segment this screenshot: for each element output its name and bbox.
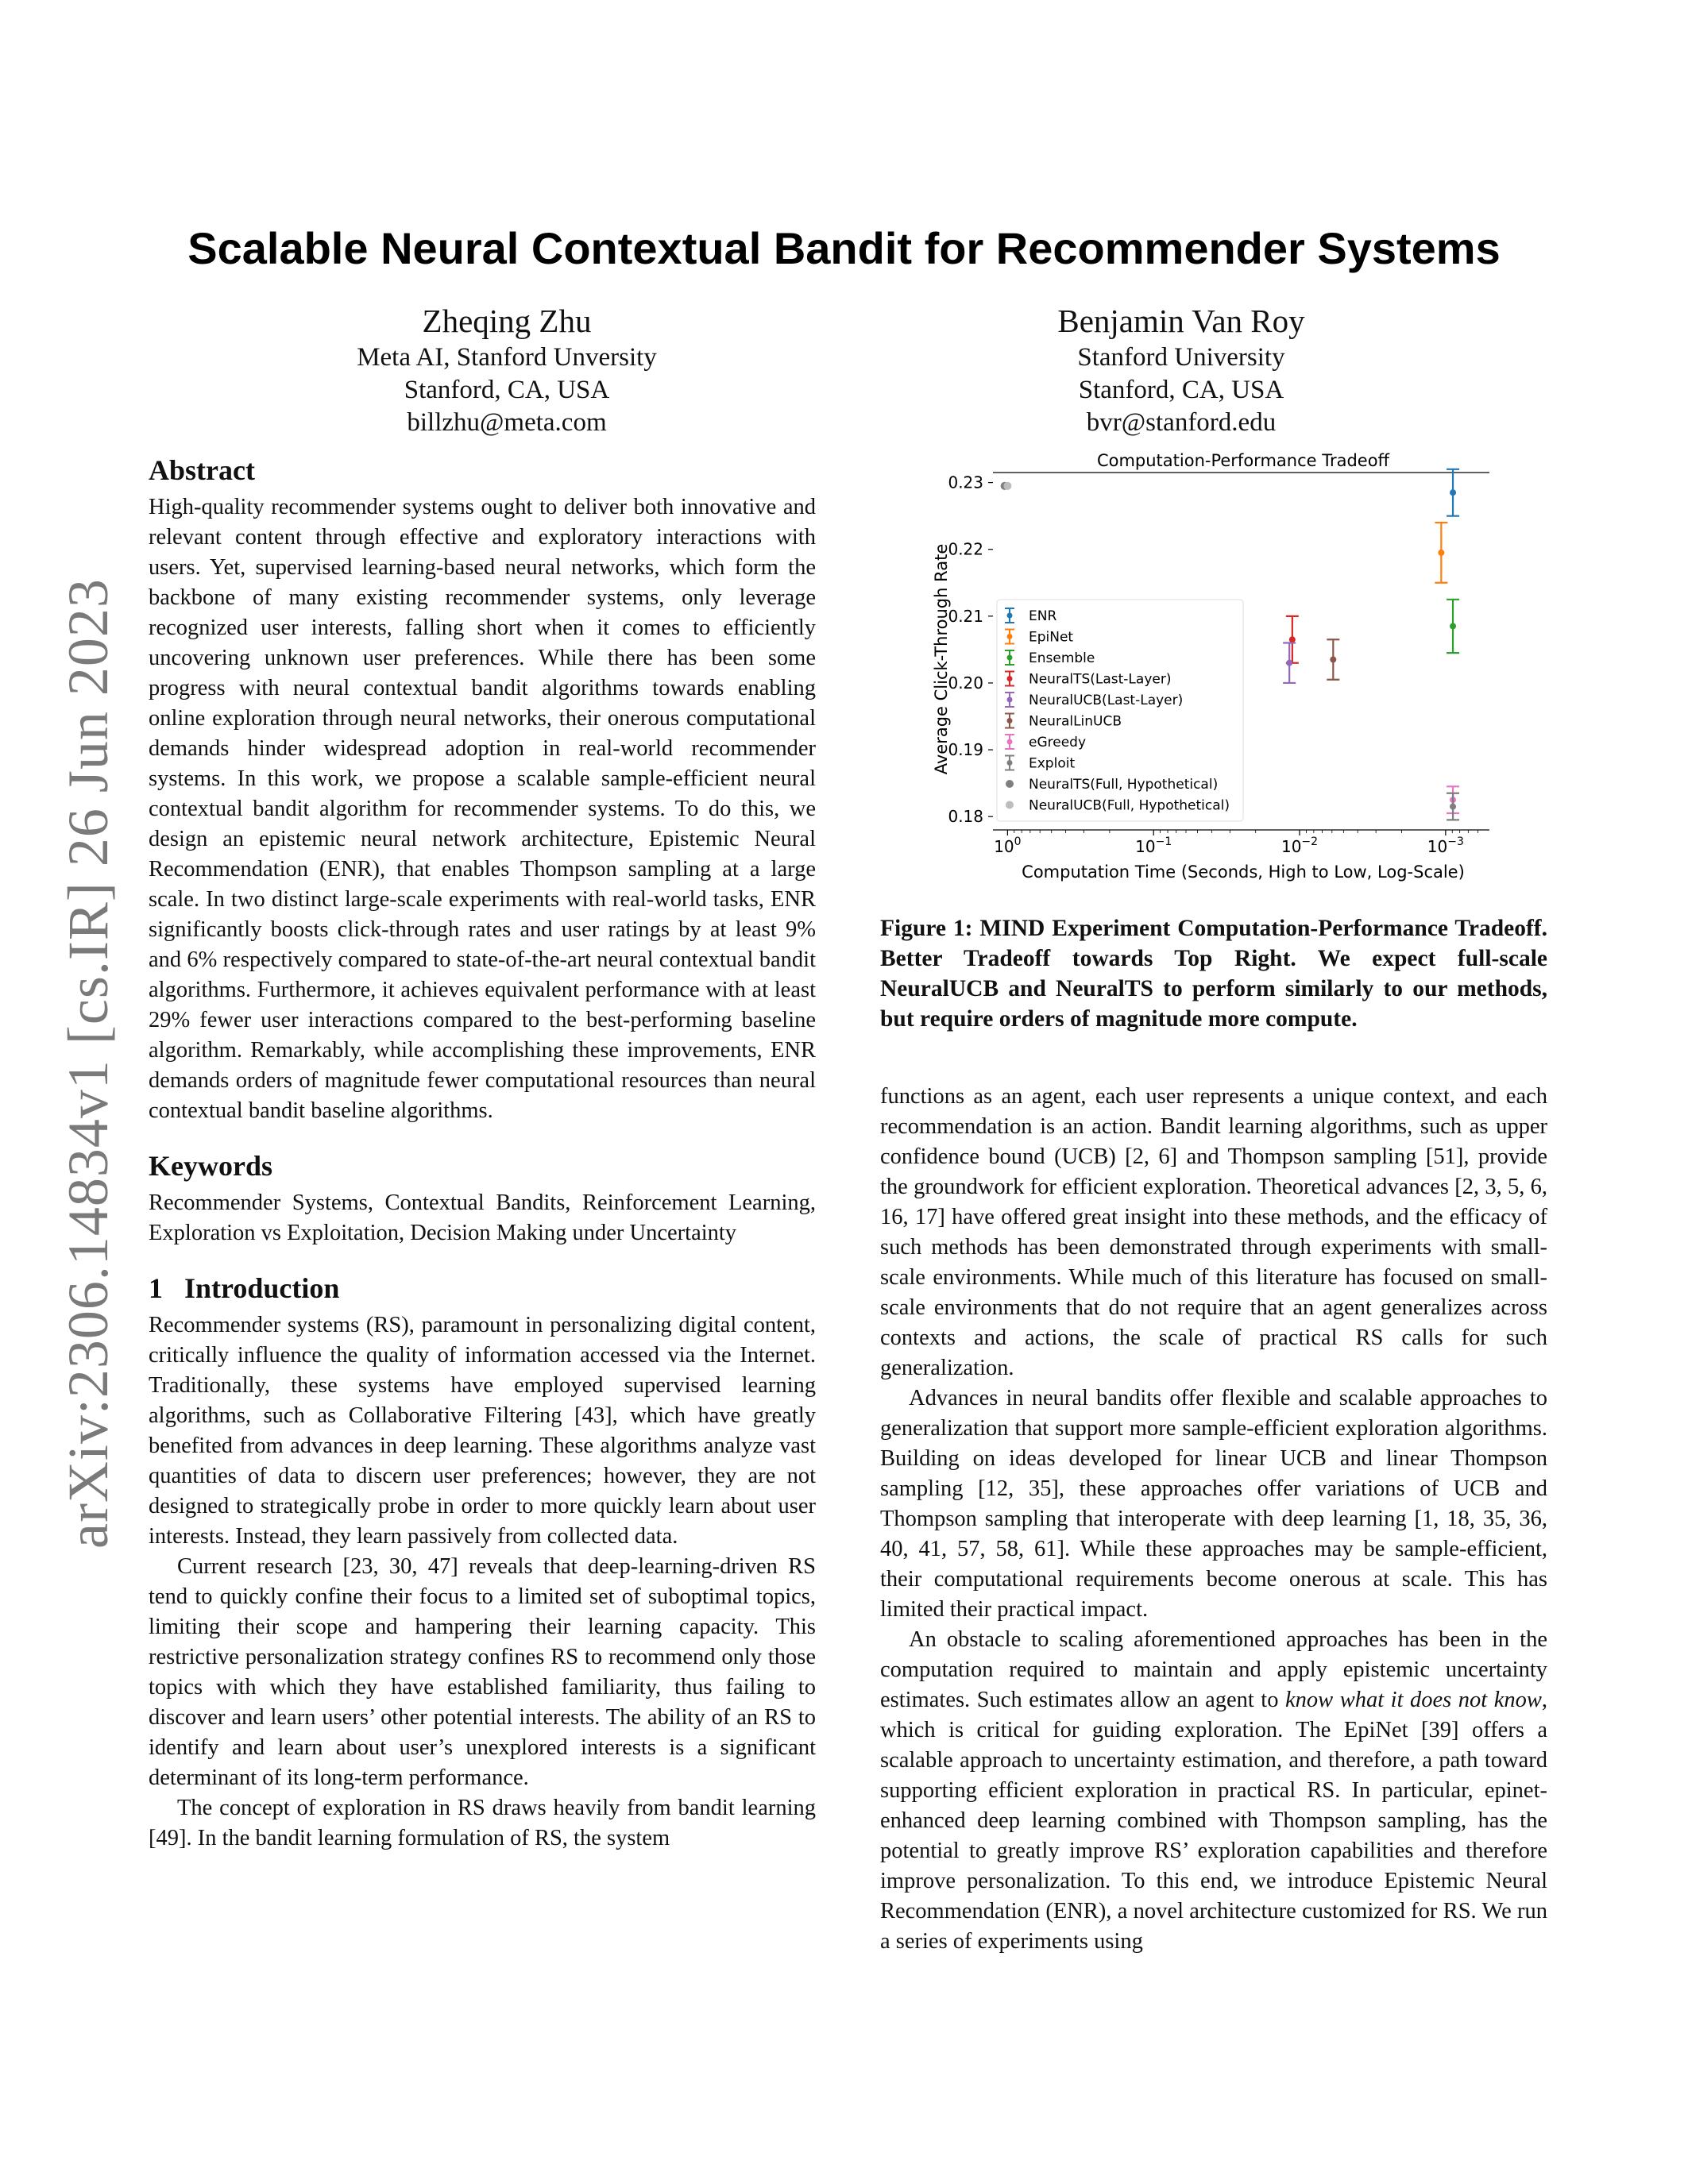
right-column bbox=[880, 1082, 1547, 1957]
legend-label: eGreedy bbox=[1029, 735, 1087, 751]
y-tick-label: 0.21 bbox=[948, 606, 983, 626]
author-affiliation: Stanford University bbox=[1077, 343, 1285, 372]
legend-swatch-dot bbox=[1007, 655, 1013, 661]
legend-label: EpiNet bbox=[1029, 629, 1074, 646]
paper-title: Scalable Neural Contextual Bandit for Recommender Systems bbox=[187, 223, 1501, 273]
keywords-heading: Keywords bbox=[149, 1150, 272, 1182]
point-NeuralTS(Last-Layer) bbox=[1289, 636, 1296, 642]
right-paragraph-2: Advances in neural bandits offer flexible and scalable approaches to generalization that support more sample-efficient exploration algorithms. Building on ideas developed for linear UCB and linear Thompson sampling [12, 35], these approaches offer variations of UCB and Thompson sampling that interoperate with deep learning [1, 18, 35, 36, 40, 41, 57, 58, 61]. While these approaches may be sample-efficient, their computational requirements become onerous at scale. This has limited their practical impact. bbox=[880, 1386, 1547, 1622]
legend-label: NeuralUCB(Full, Hypothetical) bbox=[1029, 797, 1230, 814]
y-tick-label: 0.22 bbox=[948, 539, 983, 559]
abstract-heading: Abstract bbox=[149, 454, 255, 486]
intro-heading: 1 Introduction bbox=[149, 1272, 340, 1304]
keywords-text: Recommender Systems, Contextual Bandits, Reinforcement Learning, Exploration vs Exploitation, Decision Making under Uncertainty bbox=[149, 1190, 816, 1245]
y-tick-label: 0.20 bbox=[948, 673, 983, 693]
right-paragraph-3 bbox=[880, 1625, 1547, 1957]
legend-swatch-dot bbox=[1006, 780, 1014, 788]
figure-caption: Figure 1: MIND Experiment Computation-Performance Tradeoff. Better Tradeoff towards Top Right. We expect full-scale NeuralUCB and NeuralTS to perform similarly to our methods, but require orders of magnitude more compute. bbox=[880, 916, 1547, 1032]
arxiv-identifier: arXiv:2306.14834v1 [cs.IR] 26 Jun 2023 bbox=[56, 578, 120, 1549]
x-tick-label: $10^0$ bbox=[994, 835, 1022, 856]
right-paragraph-3-em: know what it does not know bbox=[1285, 1688, 1542, 1712]
author-email: billzhu@meta.com bbox=[407, 408, 607, 437]
point-ENR bbox=[1450, 489, 1456, 496]
right-paragraph-1: functions as an agent, each user represents a unique context, and each recommendation is an action. Bandit learning algorithms, such as upper confidence bound (UCB) [2, 6] and Thompson sampling [51], provide the groundwork for efficient exploration. Theoretical advances [2, 3, 5, 6, 16, 17] have offered great insight into these methods, and the efficacy of such methods has been demonstrated through experiments with small-scale environments. While much of this literature has focused on small-scale environments that do not require that an agent generalizes across contexts and actions, the scale of practical RS calls for such generalization. bbox=[880, 1084, 1547, 1380]
x-tick-label: $10^{-3}$ bbox=[1427, 835, 1464, 856]
point-Exploit bbox=[1450, 804, 1456, 810]
legend-label: Ensemble bbox=[1029, 650, 1095, 666]
legend-swatch-dot bbox=[1007, 613, 1013, 619]
chart-xlabel: Computation Time (Seconds, High to Low, Log-Scale) bbox=[1022, 862, 1465, 882]
point-NeuralLinUCB bbox=[1330, 657, 1336, 663]
author-name: Zheqing Zhu bbox=[422, 303, 592, 339]
right-paragraph-3-a: An obstacle to scaling aforementioned approaches has been in the computation required to maintain and apply epistemic uncertainty estimates. Such estimates allow an agent to bbox=[880, 1627, 1547, 1712]
point-NeuralUCB(Last-Layer) bbox=[1286, 660, 1292, 666]
legend-label: NeuralLinUCB bbox=[1029, 713, 1122, 730]
author-location: Stanford, CA, USA bbox=[1078, 376, 1284, 404]
legend-label: NeuralUCB(Last-Layer) bbox=[1029, 693, 1184, 708]
tradeoff-chart bbox=[921, 449, 1509, 893]
y-tick-label: 0.18 bbox=[948, 807, 983, 827]
chart-ylabel: Average Click-Through Rate bbox=[932, 543, 951, 775]
author-location: Stanford, CA, USA bbox=[404, 376, 610, 404]
intro-paragraph-2: Current research [23, 30, 47] reveals that deep-learning-driven RS tend to quickly confine their focus to a limited set of suboptimal topics, limiting their scope and hampering their learning capacity. This restrictive personalization strategy confines RS to recommend only those topics with which they have established familiarity, thus failing to discover and learn users’ other potential interests. The ability of an RS to identify and learn about user’s unexplored interests is a significant determinant of its long-term performance. bbox=[149, 1554, 816, 1790]
legend-swatch-dot bbox=[1007, 718, 1013, 723]
legend-swatch-dot bbox=[1007, 676, 1013, 681]
point-NeuralUCB(Full, Hypothetical) bbox=[1003, 482, 1011, 490]
intro-paragraph-3: The concept of exploration in RS draws heavily from bandit learning [49]. In the bandit learning formulation of RS, the system bbox=[149, 1796, 816, 1850]
legend-swatch-dot bbox=[1007, 697, 1013, 703]
x-tick-label: $10^{-1}$ bbox=[1135, 835, 1172, 856]
author-block-1 bbox=[284, 300, 729, 439]
left-column bbox=[149, 453, 816, 1854]
author-email: bvr@stanford.edu bbox=[1086, 408, 1277, 437]
y-tick-label: 0.23 bbox=[948, 473, 983, 492]
chart-title: Computation-Performance Tradeoff bbox=[1096, 451, 1390, 470]
legend-swatch-dot bbox=[1007, 760, 1013, 766]
right-paragraph-3-b: , which is critical for guiding exploration. The EpiNet [39] offers a scalable approach to uncertainty estimation, and therefore, a path toward supporting efficient exploration in practical RS. In particular, epinet-enhanced deep learning combined with Thompson sampling, has the potential to greatly improve RS’ exploration capabilities and therefore improve personalization. To this end, we introduce Epistemic Neural Recommendation (ENR), a novel architecture customized for RS. We run a series of experiments using bbox=[880, 1688, 1547, 1954]
legend-label: NeuralTS(Full, Hypothetical) bbox=[1029, 777, 1219, 793]
chart-legend bbox=[997, 600, 1243, 821]
legend-swatch-dot bbox=[1007, 634, 1013, 639]
abstract-text: High-quality recommender systems ought to deliver both innovative and relevant content through effective and exploratory interactions with users. Yet, supervised learning-based neural networks, which form the backbone of many existing recommender systems, only leverage recognized user interests, falling short when it comes to efficiently uncovering unknown user preferences. While there has been some progress with neural contextual bandit algorithms towards enabling online exploration through neural networks, their onerous computational demands hinder widespread adoption in real-world recommender systems. In this work, we propose a scalable sample-efficient neural contextual bandit algorithm for recommender systems. To do this, we design an epistemic neural network architecture, Epistemic Neural Recommendation (ENR), that enables Thompson sampling at a large scale. In two distinct large-scale experiments with real-world tasks, ENR significantly boosts click-through rates and user ratings by at least 9% and 6% respectively compared to state-of-the-art neural contextual bandit algorithms. Furthermore, it achieves equivalent performance with at least 29% fewer user interactions compared to the best-performing baseline algorithm. Remarkably, while accomplishing these improvements, ENR demands orders of magnitude fewer computational resources than neural contextual bandit baseline algorithms. bbox=[149, 495, 816, 1123]
legend-label: Exploit bbox=[1029, 755, 1076, 772]
legend-label: ENR bbox=[1029, 608, 1057, 624]
author-name: Benjamin Van Roy bbox=[1057, 303, 1305, 339]
author-affiliation: Meta AI, Stanford Unversity bbox=[357, 343, 657, 372]
legend-swatch-dot bbox=[1007, 739, 1013, 745]
intro-paragraph-1: Recommender systems (RS), paramount in personalizing digital content, critically influence the quality of information accessed via the Internet. Traditionally, these systems have employed supervised learning algorithms, such as Collaborative Filtering [43], which have greatly benefited from advances in deep learning. These algorithms analyze vast quantities of data to discern user preferences; however, they are not designed to strategically probe in order to more quickly learn about user interests. Instead, they learn passively from collected data. bbox=[149, 1313, 816, 1549]
author-block-2 bbox=[959, 300, 1404, 439]
legend-label: NeuralTS(Last-Layer) bbox=[1029, 671, 1172, 688]
x-tick-label: $10^{-2}$ bbox=[1280, 835, 1319, 856]
point-Ensemble bbox=[1450, 623, 1456, 629]
point-EpiNet bbox=[1438, 550, 1444, 556]
y-tick-label: 0.19 bbox=[948, 740, 983, 760]
legend-swatch-dot bbox=[1006, 801, 1014, 809]
